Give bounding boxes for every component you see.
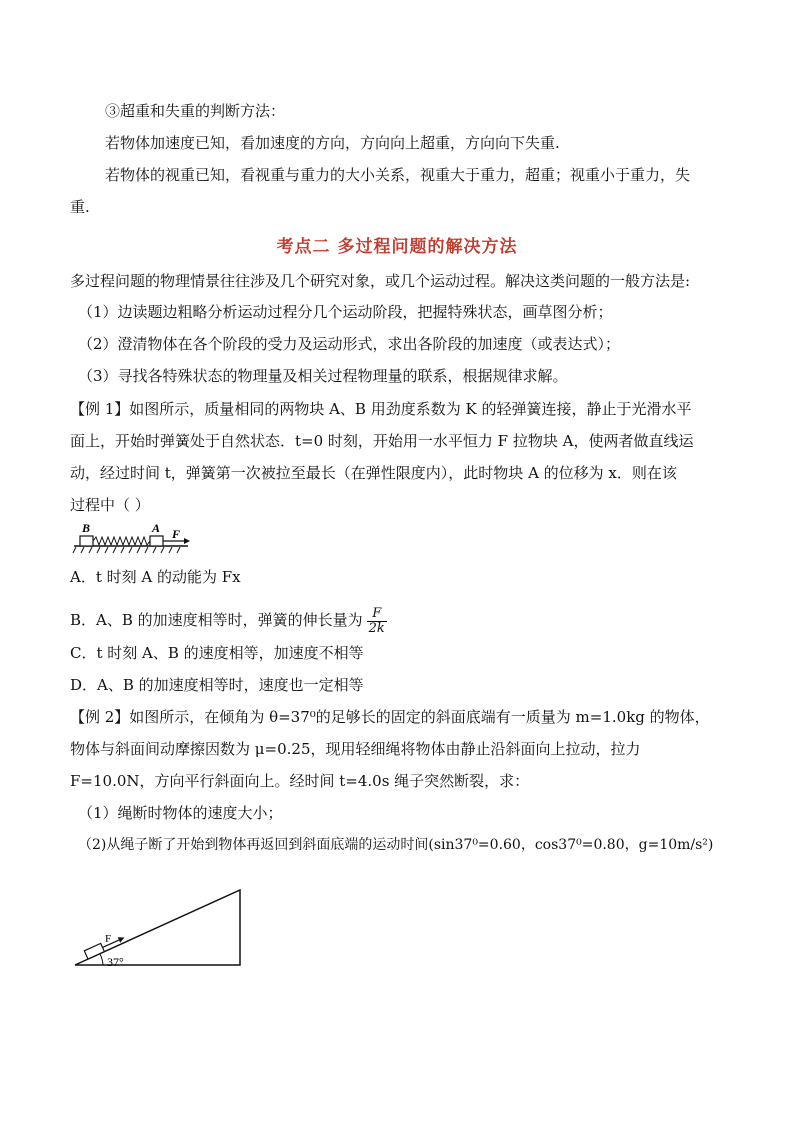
- example2-line2: 物体与斜面间动摩擦因数为 μ=0.25，现用轻细绳将物体由静止沿斜面向上拉动，拉力: [70, 740, 641, 758]
- section3-line1: 若物体加速度已知，看加速度的方向，方向向上超重，方向向下失重.: [105, 134, 560, 152]
- option-d: D．A、B 的加速度相等时，速度也一定相等: [70, 676, 364, 694]
- section3-line2a: 若物体的视重已知，看视重与重力的大小关系，视重大于重力，超重；视重小于重力，失: [105, 166, 691, 184]
- intro-paragraph: 多过程问题的物理情景往往涉及几个研究对象，或几个运动过程。解决这类问题的一般方法是:: [70, 272, 691, 290]
- spring-blocks-figure: [72, 520, 194, 556]
- section3-title: ③超重和失重的判断方法：: [105, 102, 286, 120]
- fraction-numerator: F: [367, 607, 387, 622]
- label-a: A: [152, 521, 161, 535]
- label-b: B: [82, 521, 91, 535]
- example1-line4: 过程中（ ）: [70, 496, 150, 514]
- step-3: （3）寻找各特殊状态的物理量及相关过程物理量的联系，根据规律求解。: [78, 367, 568, 385]
- spring: [93, 537, 150, 545]
- incline-figure: [70, 885, 245, 970]
- section3-line2b: 重.: [70, 198, 90, 216]
- step-2: （2）澄清物体在各个阶段的受力及运动形式，求出各阶段的加速度（或表达式）；: [78, 335, 621, 353]
- option-a: A．t 时刻 A 的动能为 Fx: [70, 568, 241, 586]
- fraction: [367, 607, 387, 636]
- label-f: F: [172, 527, 181, 541]
- block-b: [80, 536, 93, 546]
- fraction-denominator: 2k: [368, 620, 385, 636]
- question-1: （1）绳断时物体的速度大小；: [78, 804, 283, 822]
- example1-line3: 动，经过时间 t，弹簧第一次被拉至最长（在弹性限度内），此时物块 A 的位移为 x．则在该: [70, 464, 677, 482]
- angle-label: 37°: [107, 955, 124, 969]
- step-1: （1）边读题边粗略分析运动过程分几个运动阶段，把握特殊状态，画草图分析；: [78, 303, 613, 321]
- question-2: （2)从绳子断了开始到物体再返回到斜面底端的运动时间(sin37⁰=0.60，cos37⁰=0.80，g=10m/s²): [78, 837, 714, 853]
- option-b: [70, 600, 387, 640]
- example1-line2: 面上，开始时弹簧处于自然状态．t=0 时刻，开始用一水平恒力 F 拉物块 A，使两者做直线运: [70, 432, 694, 450]
- example1-line1: 【例 1】如图所示，质量相同的两物块 A、B 用劲度系数为 K 的轻弹簧连接，静止于光滑水平: [70, 400, 692, 418]
- example2-line1: 【例 2】如图所示，在倾角为 θ=37⁰的足够长的固定的斜面底端有一质量为 m=1.0kg 的物体，: [70, 708, 710, 726]
- section-heading: 考点二 多过程问题的解决方法: [276, 237, 518, 257]
- incline-label-f: F: [105, 933, 112, 945]
- option-b-text: B．A、B 的加速度相等时，弹簧的伸长量为: [70, 611, 363, 629]
- example2-line3: F=10.0N，方向平行斜面向上。经时间 t=4.0s 绳子突然断裂，求：: [70, 772, 530, 790]
- block-a: [150, 536, 163, 546]
- option-c: C．t 时刻 A、B 的速度相等，加速度不相等: [70, 644, 364, 662]
